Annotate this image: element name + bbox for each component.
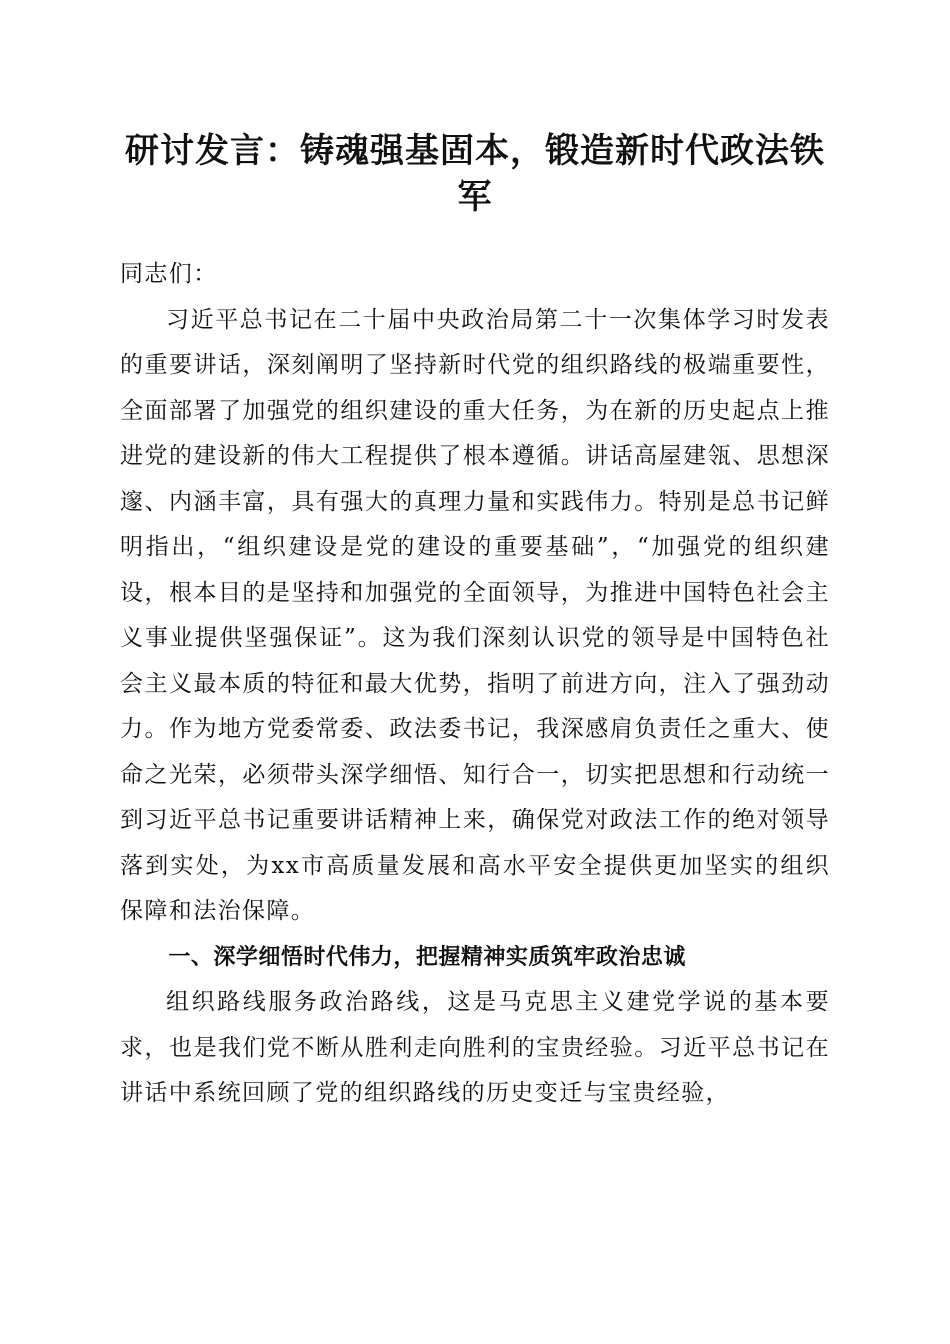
- salutation: 同志们：: [120, 261, 218, 287]
- document-body: [120, 252, 830, 1117]
- section-heading: 一、深学细悟时代伟力，把握精神实质筑牢政治忠诚: [168, 944, 686, 970]
- document-title: 研讨发言：铸魂强基固本，锻造新时代政法铁军: [125, 131, 825, 217]
- intro-paragraph: 习近平总书记在二十届中央政治局第二十一次集体学习时发表的重要讲话，深刻阐明了坚持新时代党的组织路线的极端重要性，全面部署了加强党的组织建设的重大任务，为在新的历史起点上推进党的建设新的伟大工程提供了根本遵循。讲话高屋建瓴、思想深邃、内涵丰富，具有强大的真理力量和实践伟力。特别是总书记鲜明指出，“组织建设是党的建设的重要基础”，“加强党的组织建设，根本目的是坚持和加强党的全面领导，为推进中国特色社会主义事业提供坚强保证”。这为我们深刻认识党的领导是中国特色社会主义最本质的特征和最大优势，指明了前进方向，注入了强劲动力。作为地方党委常委、政法委书记，我深感肩负责任之重大、使命之光荣，必须带头深学细悟、知行合一，切实把思想和行动统一到习近平总书记重要讲话精神上来，确保党对政法工作的绝对领导落到实处，为xx市高质量发展和高水平安全提供更加坚实的组织保障和法治保障。: [120, 306, 830, 924]
- section-paragraph: 组织路线服务政治路线，这是马克思主义建党学说的基本要求，也是我们党不断从胜利走向胜利的宝贵经验。习近平总书记在讲话中系统回顾了党的组织路线的历史变迁与宝贵经验，: [120, 989, 830, 1106]
